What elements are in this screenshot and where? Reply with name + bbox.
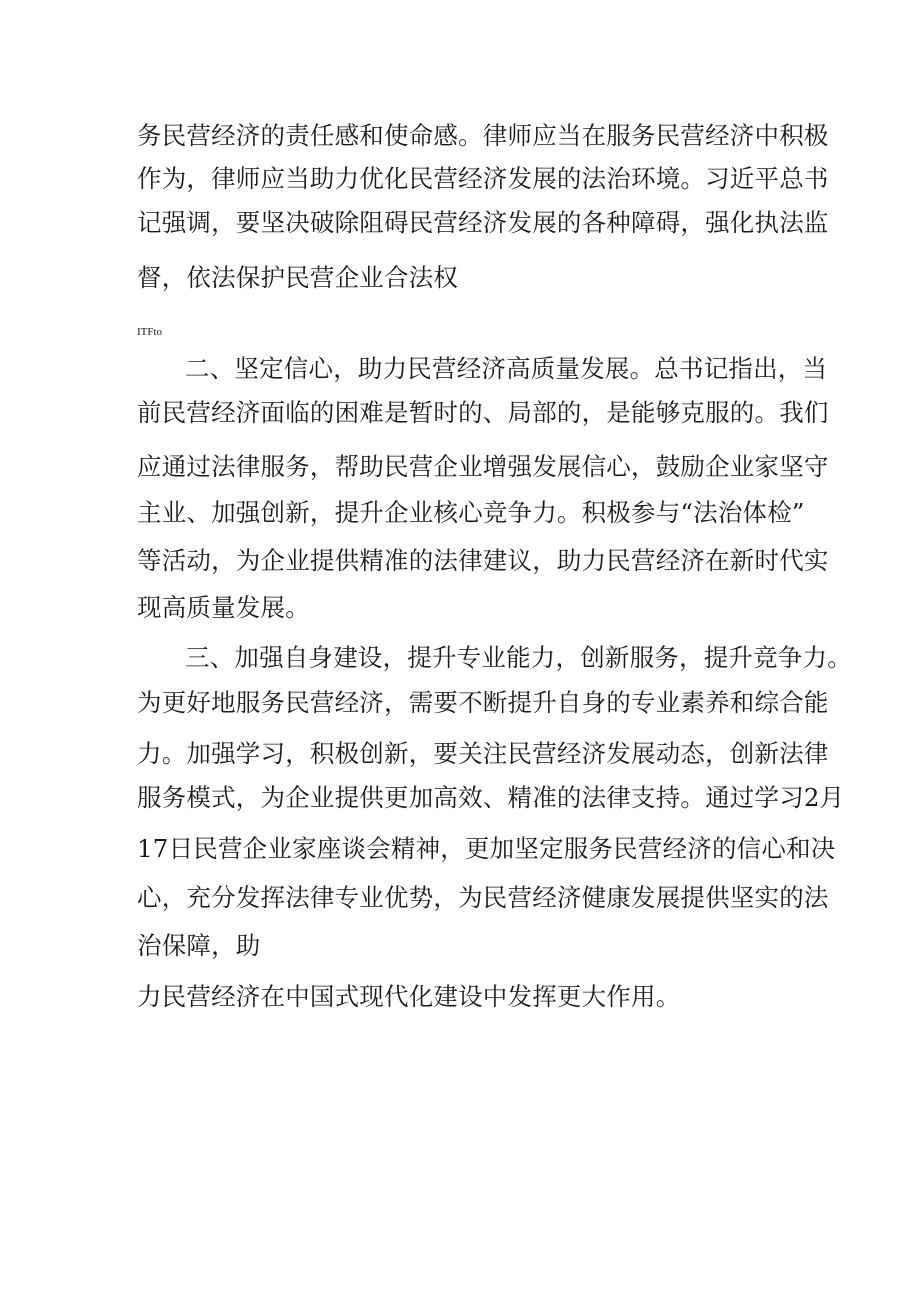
text-line: 力。加强学习，积极创新，要关注民营经济发展动态，创新法律	[137, 739, 829, 768]
text-line: 为更好地服务民营经济，需要不断提升自身的专业素养和综合能	[137, 688, 829, 717]
text-line: 治保障，助	[137, 931, 261, 960]
paragraph-heading: 二、坚定信心，助力民营经济高质量发展。总书记指出，当	[185, 354, 828, 383]
text-line: 务民营经济的责任感和使命感。律师应当在服务民营经济中积极	[137, 121, 829, 150]
text-line: 17日民营企业家座谈会精神，更加坚定服务民营经济的信心和决	[137, 834, 836, 863]
text-line: 应通过法律服务，帮助民营企业增强发展信心，鼓励企业家坚守	[137, 452, 829, 481]
text-line: 服务模式，为企业提供更加高效、精准的法律支持。通过学习2月	[137, 783, 845, 812]
text-line: 主业、加强创新，提升企业核心竞争力。积极参与“法治体检”	[137, 498, 805, 527]
text-line: 督，依法保护民营企业合法权	[137, 263, 459, 292]
text-line: 现高质量发展。	[137, 593, 310, 622]
artifact-text: ITFto	[137, 326, 163, 338]
paragraph-heading: 三、加强自身建设，提升专业能力，创新服务，提升竞争力。	[185, 643, 852, 672]
text-line: 前民营经济面临的困难是暂时的、局部的，是能够克服的。我们	[137, 398, 829, 427]
text-line: 心，充分发挥法律专业优势，为民营经济健康发展提供坚实的法	[137, 883, 829, 912]
text-line: 记强调，要坚决破除阻碍民营经济发展的各种障碍，强化执法监	[137, 208, 829, 237]
text-line: 作为，律师应当助力优化民营经济发展的法治环境。习近平总书	[137, 164, 829, 193]
text-line: 力民营经济在中国式现代化建设中发挥更大作用。	[137, 982, 681, 1011]
text-line: 等活动，为企业提供精准的法律建议，助力民营经济在新时代实	[137, 546, 829, 575]
